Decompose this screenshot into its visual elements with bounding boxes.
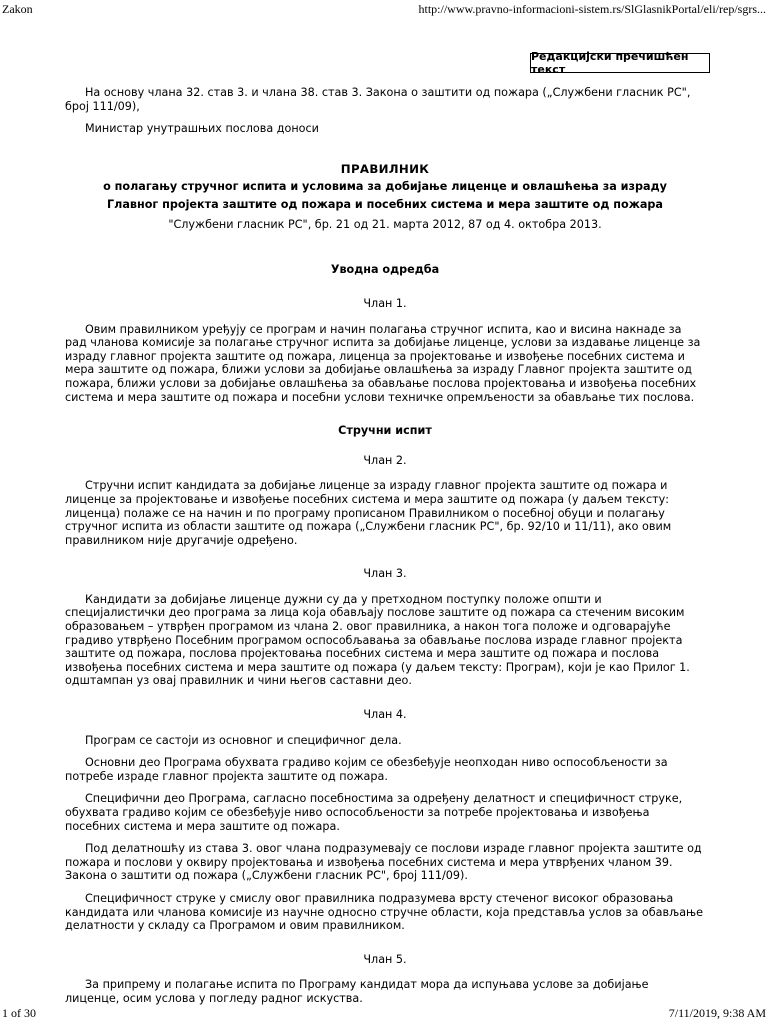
print-header-title: Zakon xyxy=(2,2,33,16)
document-title xyxy=(65,160,705,214)
article-paragraph: Основни део Програма обухвата градиво којим се обезбеђује неопходан ниво оспособљености за потребе израде главног пројекта заштите од пожара. xyxy=(65,756,668,783)
article-paragraph: Под делатношћу из става 3. овог члана подразумевају се послови израде главног пројекта заштите од пожара и послови у оквиру пројектовања и извођења посебних система и мера утврђених чланом 39. Закона о заштити од пожара („Службени гласник РС", број 111/09). xyxy=(65,842,702,883)
article-label: Члан 2. xyxy=(363,453,407,467)
article-paragraph: Програм се састоји из основног и специфичног дела. xyxy=(85,733,402,747)
article-paragraph: Стручни испит кандидата за добијање лиценце за израду главног пројекта заштите од пожара и лиценце за пројектовање и извођење посебних система и мера заштите од пожара (у даљем тексту: лиценца) полаже се на начин и по програму прописаном Правилником о посебној обуци и полагању стручног испита из области заштите од пожара („Службени гласник РС", бр. 92/10 и 11/11), ако овим правилником није другачије одређено. xyxy=(65,479,672,547)
article-label: Члан 1. xyxy=(363,296,407,310)
article-paragraph: Специфични део Програма, сагласно посебностима за одређену делатност и специфичност струке, обухвата градиво којим се обезбеђује ниво оспособљености за потребе пројектовања и извођења посебних система и мера заштите од пожара. xyxy=(65,792,683,833)
article-label: Члан 3. xyxy=(363,567,407,581)
section-heading: Уводна одредба xyxy=(330,263,440,277)
page-counter: 1 of 30 xyxy=(2,1006,36,1020)
title-main: ПРАВИЛНИК xyxy=(340,161,430,176)
article-paragraph: Овим правилником уређују се програм и начин полагања стручног испита, као и висина накнаде за рад чланова комисије за полагање стручног испита за добијање лиценце, услови за издавање лиценце за израду главног пројекта заштите од пожара, лиценца за пројектовање и извођење посебних система и мера заштите од пожара, ближи услови за добијање овлашћења за израду Главног пројекта заштите од пожара, ближи услови за добијање овлашћења за обављање послова пројектовања и извођења посебних система и мера заштите од пожара и посебни услови техничке опремљености за обављање тих послова. xyxy=(65,322,701,404)
print-footer xyxy=(0,1006,768,1022)
print-datetime: 7/11/2019, 9:38 AM xyxy=(668,1006,766,1020)
article-label: Члан 4. xyxy=(363,708,407,722)
title-line: о полагању стручног испита и условима за добијање лиценце и овлашћења за израду xyxy=(103,179,667,193)
section-heading: Стручни испит xyxy=(338,424,432,438)
article-label: Члан 5. xyxy=(363,952,407,966)
consolidated-text-badge: Редакцијски пречишћен текст xyxy=(530,53,710,73)
title-line: Главног пројекта заштите од пожара и посебних система и мера заштите од пожара xyxy=(107,197,663,211)
preamble-paragraph: На основу члана 32. став 3. и члана 38. став 3. Закона о заштити од пожара („Службени гласник РС", број 111/09), xyxy=(65,86,691,113)
print-header xyxy=(0,2,768,18)
article-paragraph: Специфичност струке у смислу овог правилника подразумева врсту стеченог високог образовања кандидата или чланова комисије из научне односно стручне области, која представља услов за обављање делатности у складу са Програмом и овим правилником. xyxy=(65,891,703,933)
print-header-url: http://www.pravno-informacioni-sistem.rs/SlGlasnikPortal/eli/rep/sgrs... xyxy=(418,2,766,16)
gazette-reference: "Службени гласник РС", бр. 21 од 21. марта 2012, 87 од 4. октобра 2013. xyxy=(168,217,602,231)
article-paragraph: За припрему и полагање испита по Програму кандидат мора да испуњава услове за добијање лиценце, осим услова у погледу радног искуства. xyxy=(65,978,649,1005)
document-body xyxy=(65,86,705,1015)
article-paragraph: Кандидати за добијање лиценце дужни су да у претходном поступку положе општи и специјалистички део програма за лица која обављају послове заштите од пожара са стеченим високим образовањем – утврђен програмом из члана 2. овог правилника, а након тога положе и одговарајуће градиво утврђено Посебним програмом оспособљавања за обављање послова израде главног пројекта заштите од пожара, послова пројектовања посебних система и мера заштите од пожара и послова извођења посебних система и мера заштите од пожара (у даљем тексту: Програм), који је као Прилог 1. одштампан уз овај правилник и чини његов саставни део. xyxy=(65,592,690,688)
preamble-paragraph: Министар унутрашњих послова доноси xyxy=(85,122,319,136)
